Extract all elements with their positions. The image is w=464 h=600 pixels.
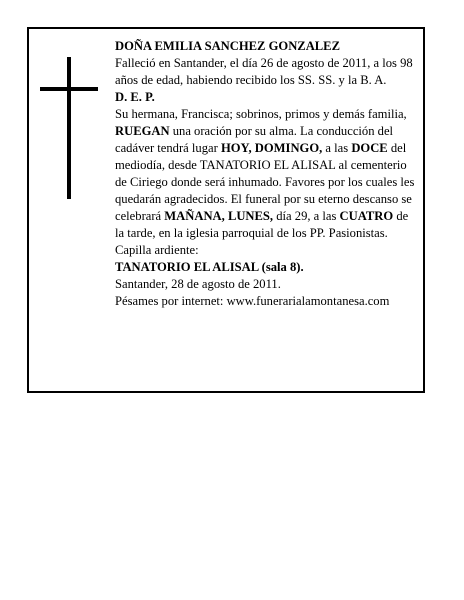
service-details — [115, 123, 419, 259]
service-text-1: una oración por su alma. La conducción del cadáver tendrá lugar — [115, 124, 394, 155]
service-text-5: de la tarde, en la iglesia parroquial de los PP. Pasionistas. Capilla ardiente: — [115, 209, 409, 257]
cuatro-word: CUATRO — [339, 209, 394, 223]
chapel-location: TANATORIO EL ALISAL (sala 8). — [115, 260, 304, 274]
service-text-4: día 29, a las — [273, 209, 340, 223]
deceased-name: DOÑA EMILIA SANCHEZ GONZALEZ — [115, 39, 340, 53]
condolences-line: Pésames por internet: www.funerarialamontanesa.com — [115, 294, 390, 308]
death-statement: Falleció en Santander, el día 26 de agosto de 2011, a los 98 años de edad, habiendo recibido los SS. SS. y la B. A. — [115, 56, 413, 87]
ruegan-word: RUEGAN — [115, 124, 170, 138]
hoy-domingo: HOY, DOMINGO, — [220, 141, 323, 155]
service-text-3: del mediodía, desde TANATORIO EL ALISAL al cementerio de Ciriego donde será inhumado. Favores por los cuales les quedarán agradecidos. El funeral por su eterno descanso se celebrará — [115, 141, 415, 223]
cross-horizontal-bar — [40, 87, 98, 91]
date-line: Santander, 28 de agosto de 2011. — [115, 277, 281, 291]
notice-text — [115, 38, 419, 310]
service-text-2: a las — [322, 141, 352, 155]
manana-lunes: MAÑANA, LUNES, — [164, 209, 274, 223]
cross-vertical-bar — [67, 57, 71, 199]
dep-line: D. E. P. — [115, 90, 155, 104]
cross-icon — [40, 57, 98, 199]
doce-word: DOCE — [351, 141, 388, 155]
family-line: Su hermana, Francisca; sobrinos, primos y demás familia, — [115, 107, 407, 121]
obituary-notice — [27, 27, 425, 393]
